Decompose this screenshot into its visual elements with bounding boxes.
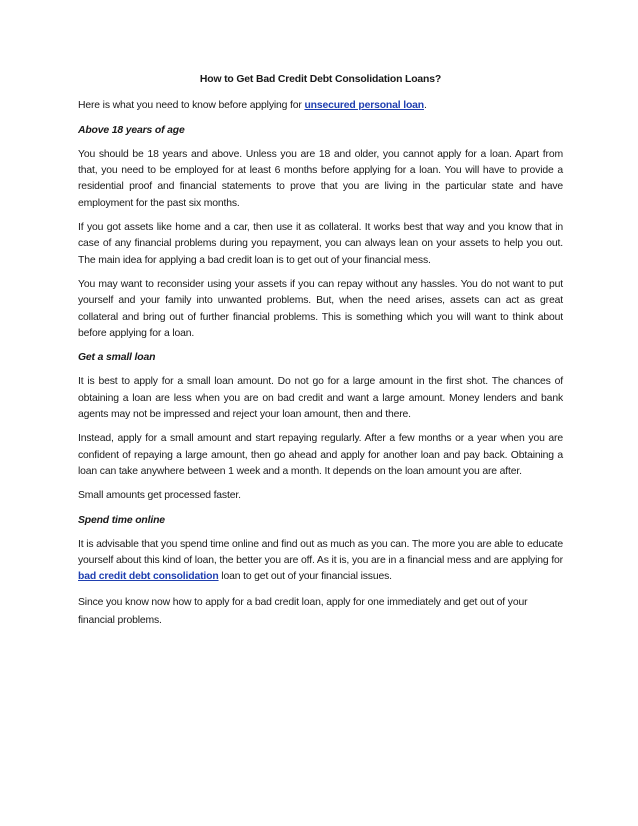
bad-credit-debt-consolidation-link[interactable]: bad credit debt consolidation <box>78 571 219 583</box>
small-loan-paragraph-3: Small amounts get processed faster. <box>78 490 241 502</box>
online-text-after: loan to get out of your financial issues. <box>218 571 392 583</box>
age-paragraph-3: You may want to reconsider using your assets if you can repay without any hassles. You do not want to put yourself and your family into unwanted problems. But, when the need arises, assets can act as great collateral and bring out of further financial problems. This is something which you will want to think about before applying for a loan. <box>78 278 563 339</box>
intro-text-before: Here is what you need to know before applying for <box>78 100 305 112</box>
small-loan-paragraph-1: It is best to apply for a small loan amount. Do not go for a large amount in the first shot. The chances of obtaining a loan are less when you are on bad credit and want a large amount. Money lenders and bank agents may not be impressed and reject your loan amount, then and there. <box>78 376 563 421</box>
unsecured-personal-loan-link[interactable]: unsecured personal loan <box>304 100 424 112</box>
age-paragraph-1: You should be 18 years and above. Unless you are 18 and older, you cannot apply for a loan. Apart from that, you need to be employed for at least 6 months before applying for a loan. You will have to provide a residential proof and financial statements to prove that you are living in the particular state and have employment for the past six months. <box>78 148 563 209</box>
online-text-before: It is advisable that you spend time online and find out as much as you can. The more you are able to educate yourself about this kind of loan, the better you are off. As it is, you are in a financial mess and are applying for <box>78 538 563 567</box>
closing-paragraph: Since you know now how to apply for a bad credit loan, apply for one immediately and get out of your financial problems. <box>78 596 528 626</box>
small-loan-paragraph-2: Instead, apply for a small amount and start repaying regularly. After a few months or a year when you are confident of repaying a large amount, then go ahead and apply for another loan and pay back. Obtaining a loan can take anywhere between 1 week and a month. It depends on the loan amount you are after. <box>78 433 563 477</box>
age-paragraph-2: If you got assets like home and a car, then use it as collateral. It works best that way and you know that in case of any financial problems during you repayment, you can always lean on your assets to help you out. The main idea for applying a bad credit loan is to get out of your financial mess. <box>78 222 563 266</box>
document-page <box>78 72 563 638</box>
section-heading-online: Spend time online <box>78 514 165 526</box>
online-paragraph-1 <box>78 537 563 586</box>
section-heading-small-loan: Get a small loan <box>78 352 156 364</box>
section-heading-age: Above 18 years of age <box>78 124 185 136</box>
document-title: How to Get Bad Credit Debt Consolidation Loans? <box>199 74 442 85</box>
intro-paragraph <box>78 98 563 114</box>
intro-text-after: . <box>423 100 427 112</box>
